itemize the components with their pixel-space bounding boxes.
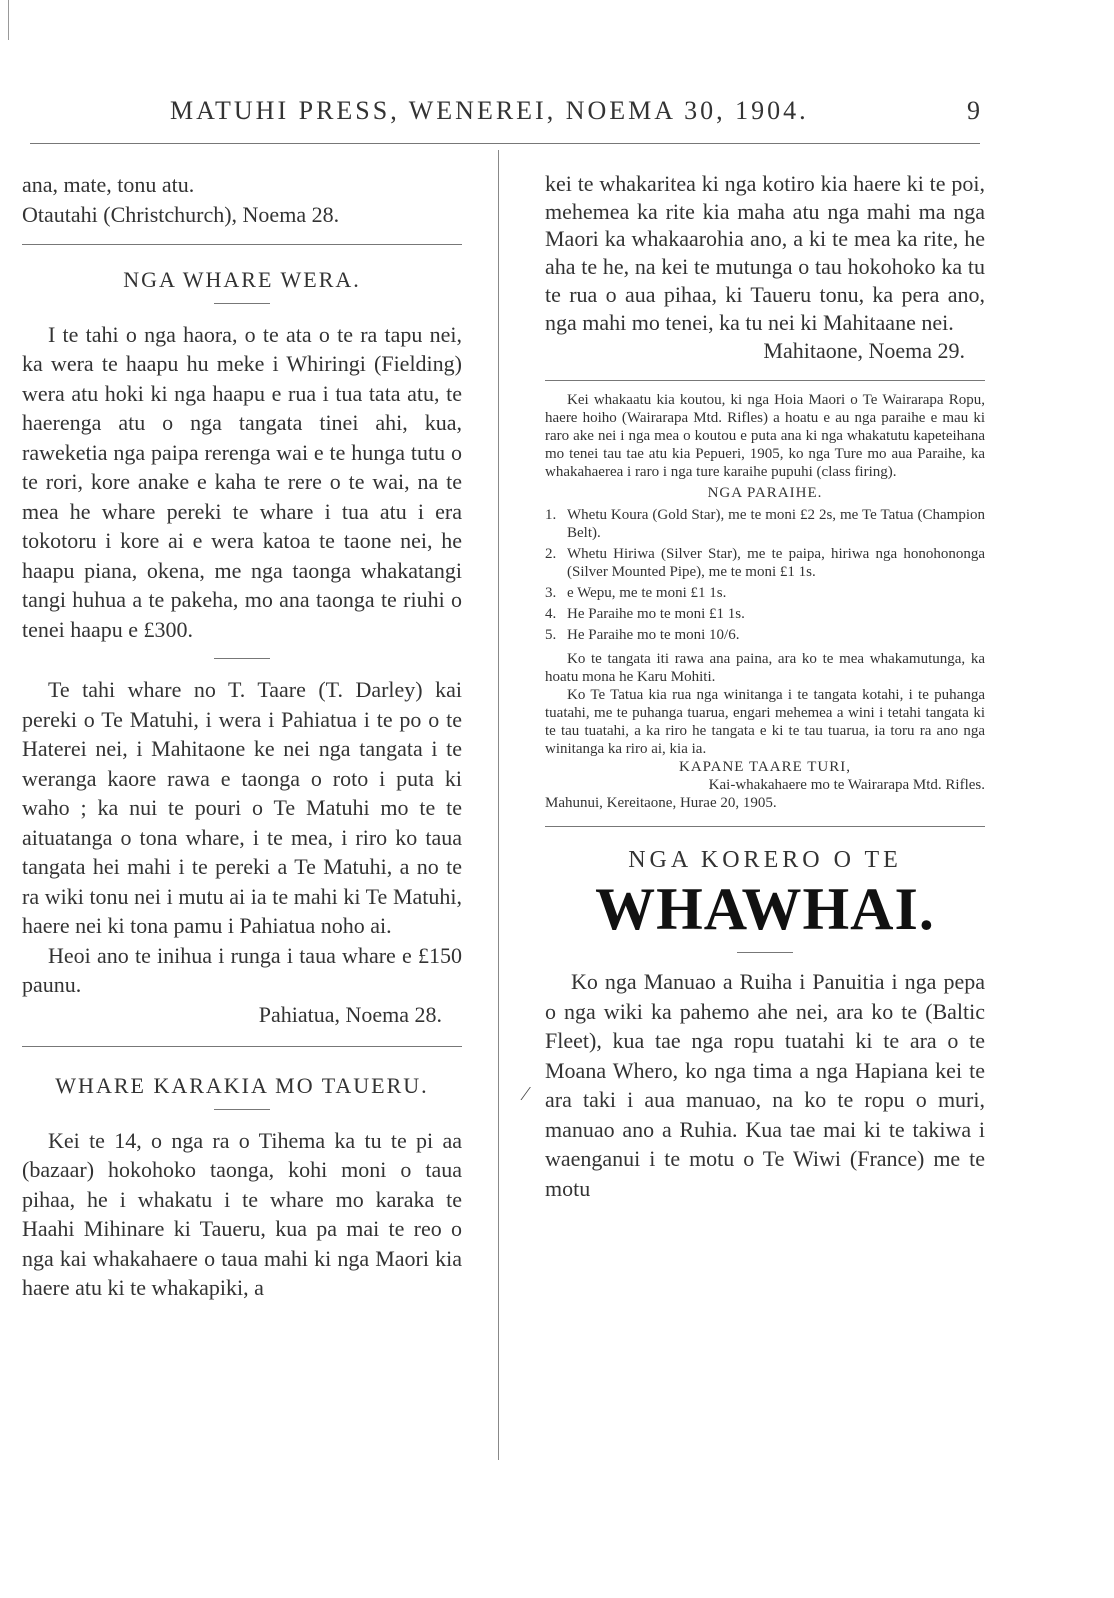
column-divider (498, 150, 499, 1460)
war-news-title: WHAWHAI. (595, 876, 935, 943)
title-rule (214, 303, 270, 304)
right-column (545, 170, 985, 1203)
header-title: MATUHI PRESS, WENEREI, NOEMA 30, 1904. (170, 96, 809, 125)
notice-signature: KAPANE TAARE TURI, (679, 759, 851, 776)
prizes-title: NGA PARAIHE. (707, 485, 823, 502)
para-rule (214, 658, 270, 659)
section-rule (545, 380, 985, 381)
rifles-notice (545, 391, 985, 812)
left-column (22, 170, 462, 1303)
war-news-para1: Ko nga Manuao a Ruiha i Panuitia i nga pepa o nga wiki ka pahemo ahe nei, ara ko te (Baltic Fleet), kua tae nga ropu tuatahi ki te ara o te Moana Whero, ko nga tima a nga Hapiana kei te ara taki i aua manuao, na ko te ropu o muri, manuao ano a Ruhia. Kua tae mai ki te takiwa i waenganui i te motu o Te Wiwi (France) me te motu (545, 969, 985, 1201)
intro-text: ana, mate, tonu atu. (22, 172, 195, 197)
continued-dateline: Mahitaone, Noema 29. (763, 338, 965, 364)
section-rule (22, 1046, 462, 1047)
notice-closing2: Ko Te Tatua kia rua nga winitanga i te tangata kotahi, i te puhanga tuatahi, me te puhanga tuarua, engari mehemea a wini i tetahi tangata ki te tau tuatahi, a ka riro he tangata e ki te tau tuarua, ia toru ra ano nga winitanga ka riro ai, kia ia. (545, 687, 985, 758)
title-rule (737, 952, 793, 953)
page-header (170, 96, 990, 136)
margin-mark (8, 0, 9, 40)
article2-para1: Kei te 14, o nga ra o Tihema ka tu te pi aa (bazaar) hokohoko taonga, kohi moni o taua pihaa, he i whakatu i te whare mo karaka te Haahi Mihinare ki Taueru, kua pa mai te reo o nga kai whakahaere o taua mahi ki nga Maori kia haere atu ki te whakapiki, a (22, 1127, 462, 1300)
page-number: 9 (967, 96, 980, 125)
prize-item: 4. He Paraihe mo te moni £1 1s. (545, 606, 745, 623)
section-rule (22, 244, 462, 245)
stray-mark: ⁄ (524, 1083, 528, 1105)
article1-dateline: Pahiatua, Noema 28. (258, 1001, 442, 1027)
section-rule (545, 826, 985, 827)
title-rule (214, 1109, 270, 1110)
prize-item: 2. Whetu Hiriwa (Silver Star), me te paipa, hiriwa nga honohononga (Silver Mounted Pipe), me te moni £1 1s. (545, 546, 985, 581)
article1-para1: I te tahi o nga haora, o te ata o te ra tapu nei, ka wera te haapu hu meke i Whiringi (Fielding) wera atu hoki ki nga haapu e rua i tua tata atu, te haerenga atu o nga tangata tinei ahi, kua, raweketia nga paipa rerenga wai e te hunga tutu o te rori, kore anake e kaha te rere o te wai, na te mea he whare pereki te whare i tua atu i era tokotoru i kore ai e wera katoa te taone nei, he haapu piana, okena, me nga taonga whakatangi tangi huhua a te pakeha, mo ana taonga te riuhi o tenei haapu e £300. (22, 321, 462, 642)
notice-intro: Kei whakaatu kia koutou, ki nga Hoia Maori o Te Wairarapa Ropu, haere hoiho (Wairarapa Mtd. Rifles) a hoatu e au nga paraihe e mau ki raro ake nei i nga mea o koutou e puta ana ki nga whakatutu kapeteihana mo tenei tau tae atu kia Pepueri, 1905, ko nga Ture mo aua Paraihe, ka whakahaerea i raro i nga ture karaihe pupuhi (class firing). (545, 392, 985, 481)
article1-para3: Heoi ano te inihua i runga i taua whare e £150 paunu. (22, 942, 462, 997)
prize-item: 3. e Wepu, me te moni £1 1s. (545, 585, 727, 602)
prize-item: 1. Whetu Koura (Gold Star), me te moni £2 2s, me Te Tatua (Champion Belt). (545, 507, 985, 542)
prize-item: 5. He Paraihe mo te moni 10/6. (545, 627, 740, 644)
article2-title: WHARE KARAKIA MO TAUERU. (55, 1072, 429, 1098)
article1-title: NGA WHARE WERA. (123, 266, 361, 292)
prizes-list (545, 506, 985, 644)
intro-dateline: Otautahi (Christchurch), Noema 28. (22, 201, 340, 227)
header-rule (30, 143, 980, 144)
notice-signature-place: Mahunui, Kereitaone, Hurae 20, 1905. (545, 795, 777, 812)
continued-text: kei te whakaritea ki nga kotiro kia haere ki te poi, mehemea ka rite kia maha atu nga mahi ma nga Maori ka whakaarohia ano, a ki te mea ka rite, he aha te he, na kei te mutunga o tau hokohoko ka tu te rua o aua pihaa, ki Taueru tonu, ka pera ano, nga mahi mo tenei, ka tu nei ki Mahitaane nei. (545, 171, 985, 335)
notice-signature-role: Kai-whakahaere mo te Wairarapa Mtd. Rifles. (708, 777, 985, 794)
notice-closing1: Ko te tangata iti rawa ana paina, ara ko te mea whakamutunga, ka hoatu mona he Karu Mohiti. (545, 651, 985, 686)
war-news-subtitle: NGA KORERO O TE (628, 847, 902, 874)
article1-para2: Te tahi whare no T. Taare (T. Darley) kai pereki o Te Matuhi, i wera i Pahiatua i te po o te Haterei nei, i Mahitaone ke nei nga tangata i te weranga kaore rawa e taonga o roto i puta ki waho ; ka nui te pouri o Te Matuhi mo te te aituatanga o tona whare, i te mea, i riro ko taua tangata hei mahi i te pereki a Te Matuhi, a no te ra wiki tonu nei i mutu ai ia te mahi ki Te Matuhi, haere nei ki tona pamu i Pahiatua noho ai. (22, 677, 462, 938)
